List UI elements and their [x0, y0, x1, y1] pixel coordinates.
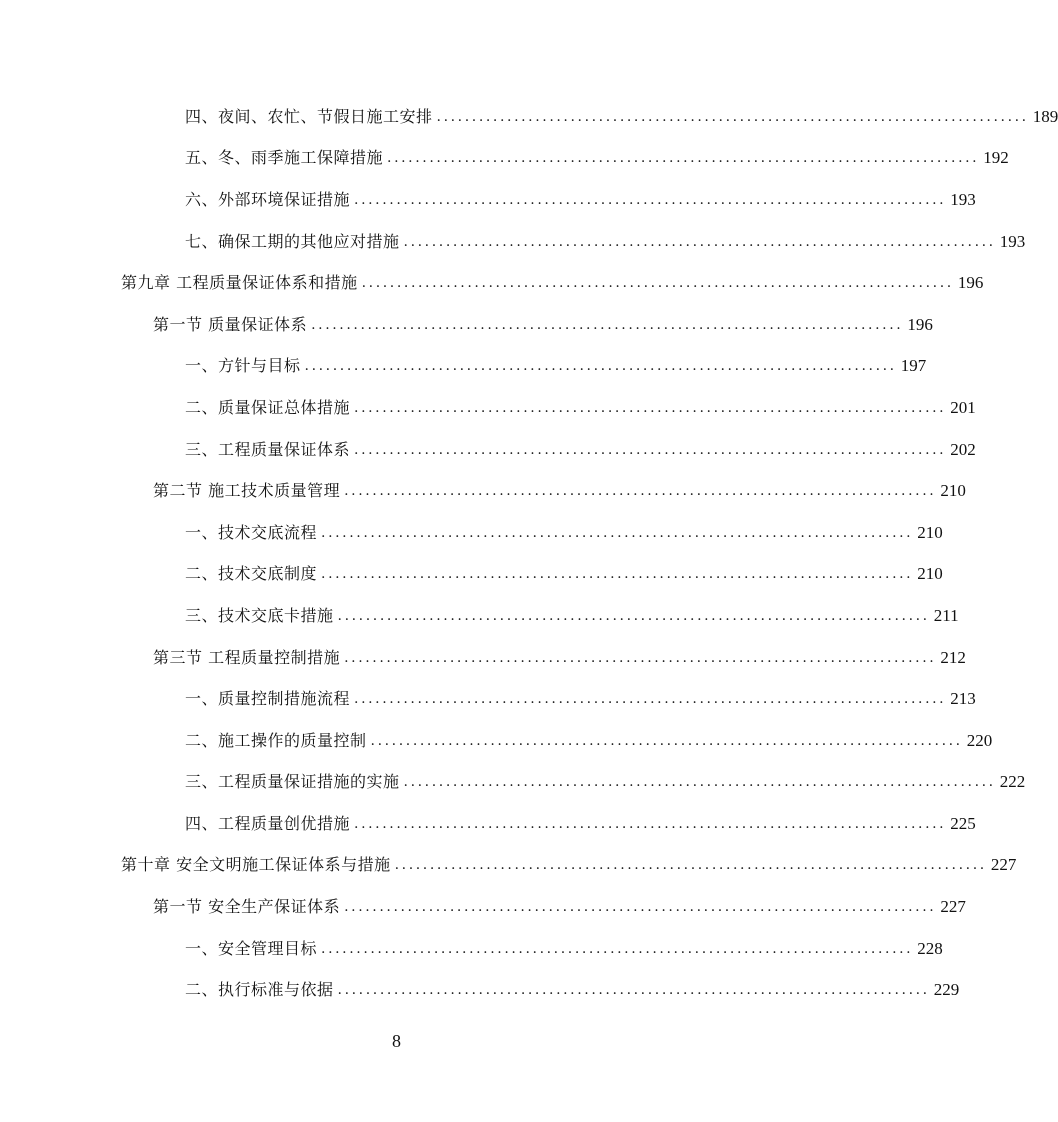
toc-entry-page: 220	[966, 730, 993, 750]
toc-leader-dots: ....................................................................................	[354, 399, 947, 416]
toc-entry[interactable]	[0, 595, 959, 637]
toc-entry-page: 222	[999, 772, 1026, 792]
toc-entry[interactable]	[0, 554, 943, 596]
toc-section-entry[interactable]	[0, 304, 933, 346]
toc-entry-page: 210	[917, 522, 943, 542]
toc-entry-title: 第九章 工程质量保证体系和措施	[121, 273, 358, 293]
toc-entry-page: 210	[940, 481, 966, 501]
toc-entry-title: 五、冬、雨季施工保障措施	[185, 148, 384, 168]
toc-entry-page: 227	[990, 855, 1017, 875]
toc-entry-title: 四、工程质量创优措施	[185, 813, 351, 833]
toc-leader-dots: ....................................................................................	[403, 774, 996, 791]
toc-entry[interactable]	[0, 803, 976, 845]
toc-entry[interactable]	[0, 346, 927, 388]
toc-entry-title: 一、方针与目标	[185, 356, 301, 376]
toc-leader-dots: ....................................................................................	[354, 815, 947, 832]
toc-entry-title: 一、质量控制措施流程	[185, 689, 351, 709]
toc-entry[interactable]	[0, 928, 943, 970]
toc-entry[interactable]	[0, 720, 993, 762]
toc-entry[interactable]	[0, 138, 1009, 180]
toc-chapter-entry[interactable]	[0, 845, 1017, 887]
toc-leader-dots: ....................................................................................	[370, 732, 963, 749]
toc-leader-dots: ....................................................................................	[337, 607, 930, 624]
toc-entry-title: 四、夜间、农忙、节假日施工安排	[185, 106, 433, 126]
toc-leader-dots: ....................................................................................	[403, 233, 996, 250]
page-number: 8	[392, 1031, 401, 1051]
toc-entry-page: 202	[950, 439, 976, 459]
toc-section-entry[interactable]	[0, 637, 966, 679]
toc-leader-dots: ....................................................................................	[344, 899, 937, 916]
toc-entry-title: 二、施工操作的质量控制	[185, 730, 367, 750]
toc-leader-dots: ....................................................................................	[304, 358, 897, 375]
toc-entry-title: 第三节 工程质量控制措施	[153, 647, 341, 667]
toc-leader-dots: ....................................................................................	[354, 191, 947, 208]
toc-leader-dots: ....................................................................................	[354, 691, 947, 708]
toc-section-entry[interactable]	[0, 886, 966, 928]
toc-entry-title: 二、质量保证总体措施	[185, 397, 351, 417]
toc-entry[interactable]	[0, 678, 976, 720]
toc-entry-page: 229	[933, 980, 960, 1000]
toc-leader-dots: ....................................................................................	[321, 566, 914, 583]
toc-leader-dots: ....................................................................................	[361, 275, 954, 292]
toc-entry-page: 213	[950, 689, 976, 709]
toc-entry-page: 210	[917, 564, 943, 584]
toc-entry[interactable]	[0, 96, 1058, 138]
toc-entry-page: 189	[1032, 106, 1058, 126]
toc-chapter-entry[interactable]	[0, 262, 984, 304]
toc-entry[interactable]	[0, 429, 976, 471]
toc-leader-dots: ....................................................................................	[321, 940, 914, 957]
toc-entry-page: 201	[950, 397, 976, 417]
toc-entry[interactable]	[0, 221, 1026, 263]
toc-entry-title: 第一节 质量保证体系	[153, 314, 308, 334]
toc-entry-page: 225	[950, 813, 976, 833]
toc-section-entry[interactable]	[0, 470, 966, 512]
toc-leader-dots: ....................................................................................	[354, 441, 947, 458]
toc-entry-title: 一、技术交底流程	[185, 522, 318, 542]
toc-entry[interactable]	[0, 387, 976, 429]
toc-entry-page: 212	[940, 647, 966, 667]
toc-entry-title: 第一节 安全生产保证体系	[153, 897, 341, 917]
toc-leader-dots: ....................................................................................	[311, 316, 904, 333]
toc-entry-page: 211	[933, 605, 959, 625]
toc-leader-dots: ....................................................................................	[344, 649, 937, 666]
toc-leader-dots: ....................................................................................	[394, 857, 987, 874]
toc-leader-dots: ....................................................................................	[337, 982, 930, 999]
toc-entry-page: 193	[999, 231, 1026, 251]
toc-entry[interactable]	[0, 179, 976, 221]
toc-leader-dots: ....................................................................................	[387, 150, 980, 167]
toc-entry-title: 三、工程质量保证措施的实施	[185, 772, 400, 792]
toc-entry-page: 196	[907, 314, 933, 334]
toc-entry-title: 六、外部环境保证措施	[185, 189, 351, 209]
toc-entry[interactable]	[0, 762, 1026, 804]
toc-leader-dots: ....................................................................................	[436, 108, 1029, 125]
toc-leader-dots: ....................................................................................	[321, 524, 914, 541]
toc-entry-title: 二、执行标准与依据	[185, 980, 334, 1000]
toc-entry-title: 第二节 施工技术质量管理	[153, 481, 341, 501]
toc-entry-title: 第十章 安全文明施工保证体系与措施	[121, 855, 391, 875]
toc-entry-page: 196	[957, 273, 984, 293]
toc-entry-title: 七、确保工期的其他应对措施	[185, 231, 400, 251]
toc-entry-page: 228	[917, 938, 943, 958]
toc-entry-title: 二、技术交底制度	[185, 564, 318, 584]
toc-entry-title: 三、技术交底卡措施	[185, 605, 334, 625]
toc-entry-title: 一、安全管理目标	[185, 938, 318, 958]
toc-entry[interactable]	[0, 969, 960, 1011]
toc-entry-title: 三、工程质量保证体系	[185, 439, 351, 459]
toc-entry-page: 193	[950, 189, 976, 209]
toc-entry-page: 192	[983, 148, 1009, 168]
toc-entry[interactable]	[0, 512, 943, 554]
toc-entry-page: 227	[940, 897, 966, 917]
toc-leader-dots: ....................................................................................	[344, 483, 937, 500]
table-of-contents	[0, 96, 1058, 1011]
toc-entry-page: 197	[900, 356, 927, 376]
